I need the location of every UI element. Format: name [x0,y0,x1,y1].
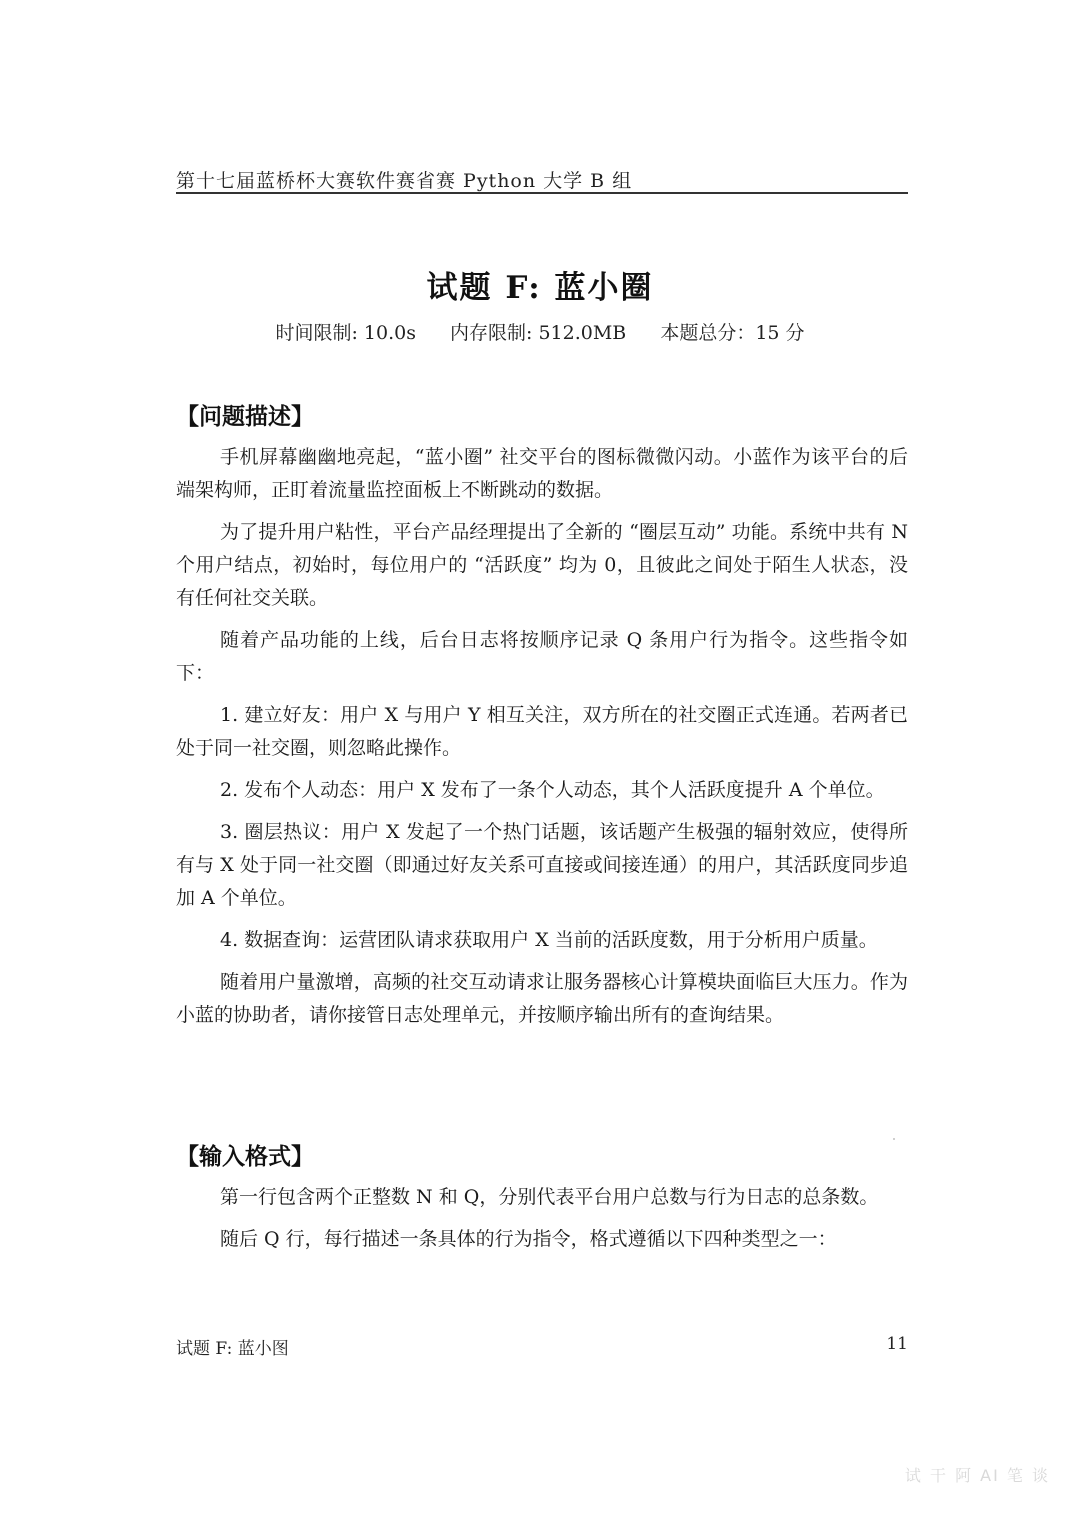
memory-limit: 内存限制: 512.0MB [450,322,627,344]
section-heading-input-format: 【输入格式】 [176,1144,314,1170]
total-score: 本题总分：15 分 [660,322,805,344]
paragraph: 随后 Q 行，每行描述一条具体的行为指令，格式遵循以下四种类型之一： [220,1228,837,1250]
header-rule [176,192,908,194]
list-item: 2. 发布个人动态：用户 X 发布了一条个人动态，其个人活跃度提升 A 个单位。 [220,779,885,801]
page-number: 11 [886,1334,908,1354]
problem-title: 试题 F: 蓝小圈 [426,270,654,306]
list-item: 4. 数据查询：运营团队请求获取用户 X 当前的活跃度数，用于分析用户质量。 [220,929,878,951]
description-body [176,441,908,1041]
footer-title: 试题 F: 蓝小图 [176,1339,289,1359]
list-item: 3. 圈层热议：用户 X 发起了一个热门话题，该话题产生极强的辐射效应，使得所有与 X 处于同一社交圈（即通过好友关系可直接或间接连通）的用户，其活跃度同步追加 A 个单位。 [176,821,908,909]
problem-limits [0,318,1080,345]
paragraph: 第一行包含两个正整数 N 和 Q，分别代表平台用户总数与行为日志的总条数。 [220,1186,879,1208]
paragraph: 随着用户量激增，高频的社交互动请求让服务器核心计算模块面临巨大压力。作为小蓝的协助者，请你接管日志处理单元，并按顺序输出所有的查询结果。 [176,971,908,1026]
section-heading-description: 【问题描述】 [176,404,314,430]
list-item: 1. 建立好友：用户 X 与用户 Y 相互关注，双方所在的社交圈正式连通。若两者已处于同一社交圈，则忽略此操作。 [176,704,908,759]
time-limit: 时间限制: 10.0s [275,322,416,344]
scan-speck [893,1138,895,1140]
paragraph: 为了提升用户粘性，平台产品经理提出了全新的 “圈层互动” 功能。系统中共有 N 个用户结点，初始时，每位用户的 “活跃度” 均为 0，且彼此之间处于陌生人状态，没有任何社交关联。 [176,521,908,609]
input-format-body [176,1181,908,1265]
paragraph: 随着产品功能的上线，后台日志将按顺序记录 Q 条用户行为指令。这些指令如下： [176,629,908,684]
running-header: 第十七届蓝桥杯大赛软件赛省赛 Python 大学 B 组 [176,170,633,192]
watermark: 试 干 阿 AI 笔 谈 [904,1466,1050,1485]
paragraph: 手机屏幕幽幽地亮起，“蓝小圈” 社交平台的图标微微闪动。小蓝作为该平台的后端架构师，正盯着流量监控面板上不断跳动的数据。 [176,446,908,501]
